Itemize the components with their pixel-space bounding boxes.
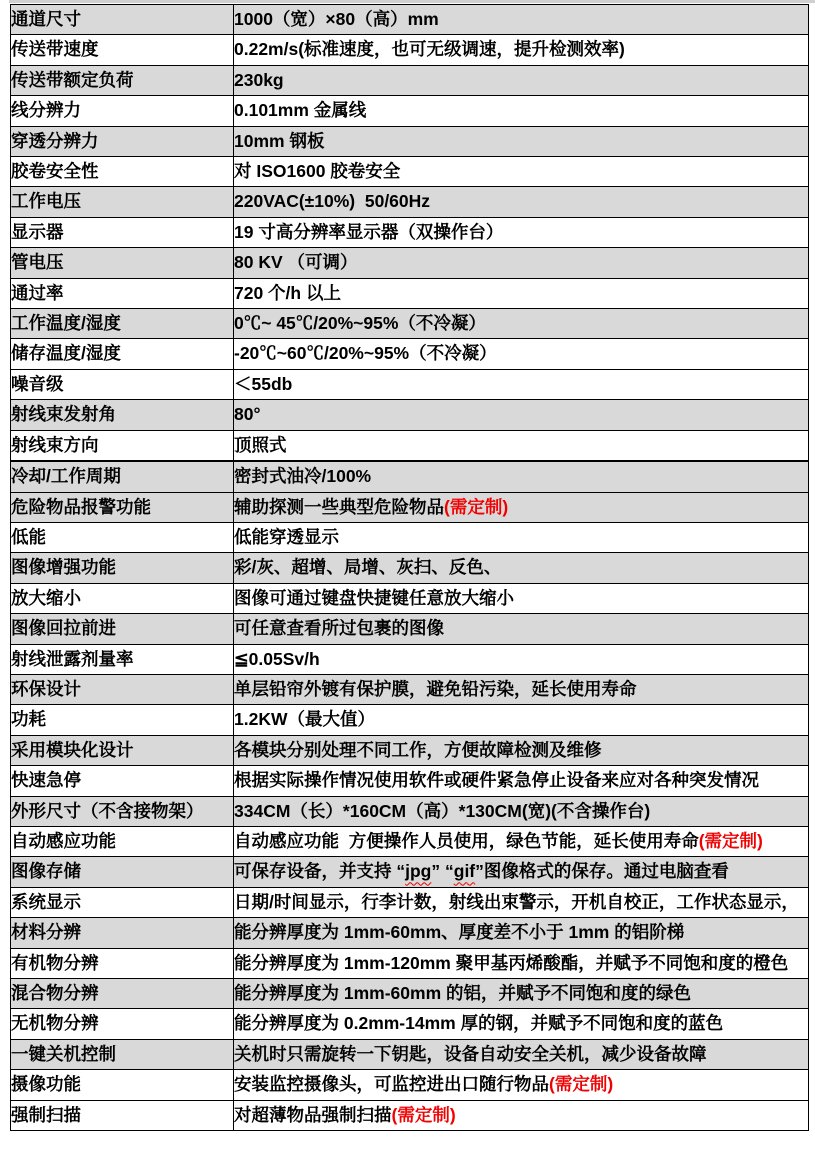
spec-value — [234, 278, 809, 308]
spec-value-text: 彩/灰、超增、局增、灰扫、反色、 — [234, 557, 502, 578]
spec-label: 射线泄露剂量率 — [11, 644, 234, 674]
spec-value-text: 根据实际操作情况使用软件或硬件紧急停止设备来应对各种突发情况 — [234, 770, 759, 791]
table-row — [11, 735, 809, 765]
spec-label: 射线束发射角 — [11, 400, 234, 430]
spellcheck-flagged-word: jpg — [405, 861, 432, 882]
spec-value — [234, 766, 809, 796]
spec-label: 胶卷安全性 — [11, 157, 234, 187]
spec-value-text: 10mm 钢板 — [234, 130, 325, 151]
spec-label: 摄像功能 — [11, 1070, 234, 1100]
spec-value-text: 0℃~ 45℃/20%~95%（不冷凝） — [234, 313, 486, 334]
spec-value — [234, 492, 809, 522]
spec-label: 无机物分辨 — [11, 1009, 234, 1039]
table-row — [11, 369, 809, 399]
spec-value-text: 单层铅帘外镀有保护膜，避免铅污染，延长使用寿命 — [234, 678, 637, 699]
spec-value — [234, 705, 809, 735]
table-row — [11, 430, 809, 461]
table-row — [11, 126, 809, 156]
spec-value-text: 19 寸高分辨率显示器（双操作台） — [234, 221, 504, 242]
spec-value — [234, 796, 809, 826]
table-row — [11, 614, 809, 644]
spec-value — [234, 400, 809, 430]
spec-label: 射线束方向 — [11, 430, 234, 461]
spec-value — [234, 948, 809, 978]
spec-value-text: 220VAC(±10%) 50/60Hz — [234, 191, 431, 212]
spellcheck-flagged-word: gif — [453, 861, 476, 882]
spec-value — [234, 1009, 809, 1039]
spec-value — [234, 217, 809, 247]
spec-label: 外形尺寸（不含接物架） — [11, 796, 234, 826]
table-row — [11, 187, 809, 217]
cutoff-row-artifact — [9, 0, 815, 3]
spec-label: 工作电压 — [11, 187, 234, 217]
customization-required-note: (需定制) — [549, 1074, 614, 1095]
spec-value — [234, 553, 809, 583]
spec-value — [234, 583, 809, 613]
spec-value-text: 1000（宽）×80（高）mm — [234, 9, 439, 29]
spec-label: 工作温度/湿度 — [11, 309, 234, 339]
table-row — [11, 583, 809, 613]
spec-value — [234, 826, 809, 856]
table-row — [11, 522, 809, 552]
spec-value — [234, 96, 809, 126]
table-row — [11, 1100, 809, 1130]
table-row — [11, 35, 809, 65]
table-row — [11, 644, 809, 674]
table-row — [11, 248, 809, 278]
spec-value — [234, 857, 809, 887]
table-row — [11, 461, 809, 492]
spec-value — [234, 614, 809, 644]
spec-value-text: 辅助探测一些典型危险物品 — [234, 496, 444, 517]
spec-label: 通道尺寸 — [11, 5, 234, 35]
spec-value-text: 0.101mm 金属线 — [234, 100, 367, 121]
table-row — [11, 826, 809, 856]
spec-value-text: 日期/时间显示，行李计数，射线出束警示，开机自校正，工作状态显示， — [234, 891, 799, 912]
spec-value-text: 可任意查看所过包裹的图像 — [234, 618, 444, 639]
table-row — [11, 217, 809, 247]
table-row — [11, 1039, 809, 1069]
spec-value — [234, 1100, 809, 1130]
spec-value-text: ≦0.05Sv/h — [234, 648, 320, 669]
spec-value — [234, 1039, 809, 1069]
spec-value — [234, 735, 809, 765]
spec-value — [234, 126, 809, 156]
spec-value-text: 自动感应功能 方便操作人员使用，绿色节能，延长使用寿命 — [234, 830, 699, 851]
spec-value — [234, 157, 809, 187]
spec-label: 图像回拉前进 — [11, 614, 234, 644]
spec-value-text: 230kg — [234, 69, 284, 90]
table-row — [11, 1009, 809, 1039]
spec-label: 一键关机控制 — [11, 1039, 234, 1069]
spec-value — [234, 5, 809, 35]
spec-value-text: ” “ — [431, 861, 454, 882]
spec-label: 传送带额定负荷 — [11, 65, 234, 95]
spec-value-text: 能分辨厚度为 0.2mm-14mm 厚的钢，并赋予不同饱和度的蓝色 — [234, 1013, 724, 1034]
spec-label: 管电压 — [11, 248, 234, 278]
spec-value-text: 关机时只需旋转一下钥匙，设备自动安全关机，减少设备故障 — [234, 1043, 707, 1064]
table-row — [11, 705, 809, 735]
spec-value-text: 334CM（长）*160CM（高）*130CM(宽)(不含操作台) — [234, 800, 651, 821]
spec-value — [234, 339, 809, 369]
spec-label: 危险物品报警功能 — [11, 492, 234, 522]
spec-table-body — [11, 5, 809, 1131]
spec-value-text: 80 KV （可调） — [234, 252, 358, 273]
spec-value — [234, 918, 809, 948]
spec-value-text: 80° — [234, 404, 261, 425]
spec-label: 冷却/工作周期 — [11, 461, 234, 492]
table-row — [11, 309, 809, 339]
table-row — [11, 65, 809, 95]
spec-label: 功耗 — [11, 705, 234, 735]
table-row — [11, 1070, 809, 1100]
table-row — [11, 339, 809, 369]
table-row — [11, 857, 809, 887]
spec-value-text: 能分辨厚度为 1mm-60mm 的铝，并赋予不同饱和度的绿色 — [234, 983, 691, 1003]
spec-label: 传送带速度 — [11, 35, 234, 65]
spec-value — [234, 430, 809, 461]
spec-value-text: 低能穿透显示 — [234, 526, 339, 547]
spec-label: 穿透分辨力 — [11, 126, 234, 156]
spec-label: 噪音级 — [11, 369, 234, 399]
spec-value-text: 对 ISO1600 胶卷安全 — [234, 161, 401, 182]
spec-value-text: ”图像格式的保存。通过电脑查看 — [475, 861, 729, 882]
spec-value — [234, 369, 809, 399]
spec-value — [234, 887, 809, 917]
table-row — [11, 400, 809, 430]
spec-label: 显示器 — [11, 217, 234, 247]
spec-value — [234, 1070, 809, 1100]
spec-value-text: 可保存设备，并支持 “ — [234, 861, 406, 882]
spec-value — [234, 979, 809, 1009]
spec-label: 有机物分辨 — [11, 948, 234, 978]
spec-value-text: 能分辨厚度为 1mm-120mm 聚甲基丙烯酸酯，并赋予不同饱和度的橙色 — [234, 952, 789, 973]
spec-value-text: 0.22m/s(标准速度，也可无级调速，提升检测效率) — [234, 39, 625, 60]
spec-value — [234, 65, 809, 95]
table-row — [11, 887, 809, 917]
table-row — [11, 553, 809, 583]
spec-label: 采用模块化设计 — [11, 735, 234, 765]
table-row — [11, 948, 809, 978]
spec-value — [234, 461, 809, 492]
spec-value-text: 对超薄物品强制扫描 — [234, 1104, 392, 1125]
spec-value-text: 图像可通过键盘快捷键任意放大缩小 — [234, 587, 514, 608]
spec-label: 自动感应功能 — [11, 826, 234, 856]
spec-value-text: 720 个/h 以上 — [234, 282, 341, 303]
table-row — [11, 157, 809, 187]
spec-label: 系统显示 — [11, 887, 234, 917]
spec-value — [234, 644, 809, 674]
spec-value — [234, 309, 809, 339]
table-row — [11, 5, 809, 35]
spec-value-text: 安装监控摄像头，可监控进出口随行物品 — [234, 1074, 549, 1095]
table-row — [11, 796, 809, 826]
spec-label: 储存温度/湿度 — [11, 339, 234, 369]
spec-label: 线分辨力 — [11, 96, 234, 126]
table-row — [11, 979, 809, 1009]
table-row — [11, 918, 809, 948]
spec-label: 图像增强功能 — [11, 553, 234, 583]
spec-value — [234, 674, 809, 704]
spec-value-text: 能分辨厚度为 1mm-60mm、厚度差不小于 1mm 的铝阶梯 — [234, 922, 685, 943]
spec-value — [234, 522, 809, 552]
spec-value-text: 顶照式 — [234, 434, 287, 455]
spec-label: 环保设计 — [11, 674, 234, 704]
spec-value-text: -20℃~60℃/20%~95%（不冷凝） — [234, 343, 497, 364]
spec-label: 低能 — [11, 522, 234, 552]
spec-value — [234, 35, 809, 65]
spec-value-text: 各模块分别处理不同工作，方便故障检测及维修 — [234, 739, 602, 760]
spec-value — [234, 248, 809, 278]
specification-table — [10, 4, 809, 1131]
table-row — [11, 492, 809, 522]
table-row — [11, 96, 809, 126]
spec-label: 快速急停 — [11, 766, 234, 796]
table-row — [11, 674, 809, 704]
spec-value-text: 1.2KW（最大值） — [234, 709, 375, 730]
table-row — [11, 766, 809, 796]
customization-required-note: (需定制) — [444, 496, 509, 517]
spec-value-text: ＜55db — [234, 373, 293, 394]
spec-label: 强制扫描 — [11, 1100, 234, 1130]
spec-value-text: 密封式油冷/100% — [234, 466, 372, 487]
spec-label: 混合物分辨 — [11, 979, 234, 1009]
spec-label: 图像存储 — [11, 857, 234, 887]
customization-required-note: (需定制) — [698, 830, 763, 851]
customization-required-note: (需定制) — [391, 1104, 456, 1125]
spec-label: 材料分辨 — [11, 918, 234, 948]
table-row — [11, 278, 809, 308]
spec-label: 通过率 — [11, 278, 234, 308]
spec-value — [234, 187, 809, 217]
spec-label: 放大缩小 — [11, 583, 234, 613]
